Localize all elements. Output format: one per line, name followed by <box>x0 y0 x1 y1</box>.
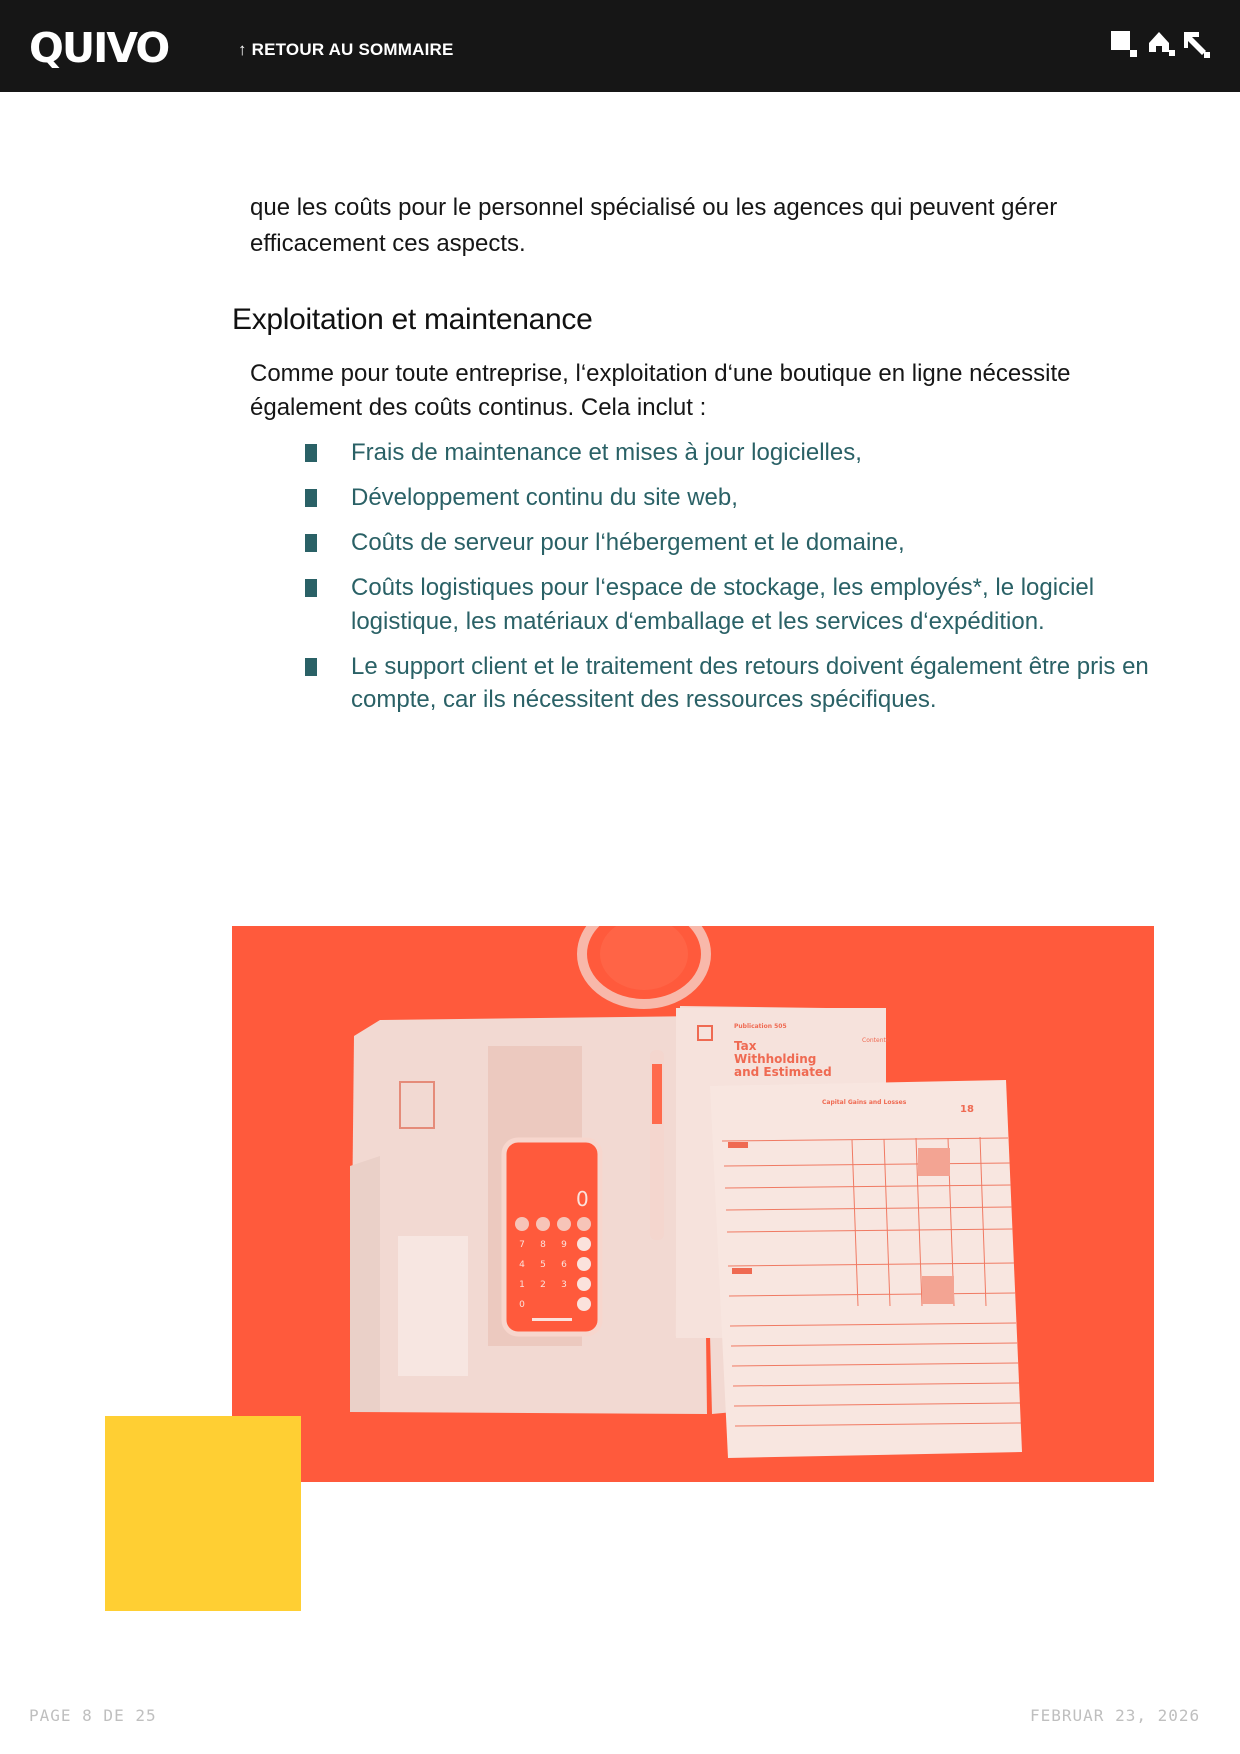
arrow-up-left-icon[interactable] <box>1182 30 1212 60</box>
form-title-1: Tax <box>734 1039 757 1053</box>
calc-key: 7 <box>519 1240 525 1250</box>
home-icon[interactable] <box>1146 30 1176 60</box>
calc-key: 9 <box>561 1240 567 1250</box>
square-icon[interactable] <box>1110 30 1140 60</box>
intro-paragraph: que les coûts pour le personnel spécialisé ou les agences qui peuvent gérer efficacement ces aspects. <box>250 194 1058 257</box>
bullet-text: Le support client et le traitement des retours doivent également être pris en compte, car ils nécessitent des ressources spécifiques. <box>351 652 1149 713</box>
calc-key: 3 <box>561 1280 567 1290</box>
form-title-2: Withholding <box>734 1052 817 1066</box>
section-paragraph: Comme pour toute entreprise, l‘exploitation d‘une boutique en ligne nécessite également des coûts continus. Cela inclut : <box>250 360 1071 421</box>
cost-bullet-list <box>305 436 1165 728</box>
nav-icon-group <box>1110 30 1214 62</box>
calc-key: 1 <box>519 1280 525 1290</box>
list-item <box>305 650 1165 717</box>
tax-documents-photo <box>232 926 1154 1482</box>
top-header-bar <box>0 0 1240 92</box>
bullet-text: Frais de maintenance et mises à jour logicielles, <box>351 439 862 466</box>
calculator-display: 0 <box>576 1187 589 1211</box>
bullet-text: Coûts logistiques pour l‘espace de stockage, les employés*, le logiciel logistique, les matériaux d‘emballage et les services d‘expédition. <box>351 574 1095 635</box>
calc-key: 4 <box>519 1260 525 1270</box>
calc-key: 6 <box>561 1260 567 1270</box>
yellow-accent-block <box>105 1416 301 1611</box>
document-date: FEBRUAR 23, 2026 <box>1030 1706 1201 1725</box>
bullet-marker-icon <box>305 579 317 597</box>
calc-key: 0 <box>519 1300 525 1310</box>
list-item <box>305 571 1165 638</box>
back-to-summary-link[interactable]: ↑ RETOUR AU SOMMAIRE <box>238 40 454 59</box>
schedule-title: Capital Gains and Losses <box>822 1099 907 1106</box>
bullet-marker-icon <box>305 489 317 507</box>
form-title-3: and Estimated <box>734 1065 832 1079</box>
list-item <box>305 481 1165 515</box>
section-heading: Exploitation et maintenance <box>232 303 593 336</box>
bullet-text: Coûts de serveur pour l‘hébergement et le domaine, <box>351 529 905 556</box>
calc-key: 8 <box>540 1240 546 1250</box>
bullet-marker-icon <box>305 658 317 676</box>
form-year: 18 <box>960 1104 974 1115</box>
calc-key: 5 <box>540 1260 546 1270</box>
bullet-marker-icon <box>305 534 317 552</box>
quivo-logo[interactable]: QUIVO <box>29 24 169 72</box>
bullet-marker-icon <box>305 444 317 462</box>
calc-key: 2 <box>540 1280 546 1290</box>
page-number: PAGE 8 DE 25 <box>29 1706 157 1725</box>
list-item <box>305 526 1165 560</box>
publication-label: Publication 505 <box>734 1023 787 1030</box>
contents-label: Contents <box>862 1037 889 1044</box>
bullet-text: Développement continu du site web, <box>351 484 738 511</box>
list-item <box>305 436 1165 470</box>
